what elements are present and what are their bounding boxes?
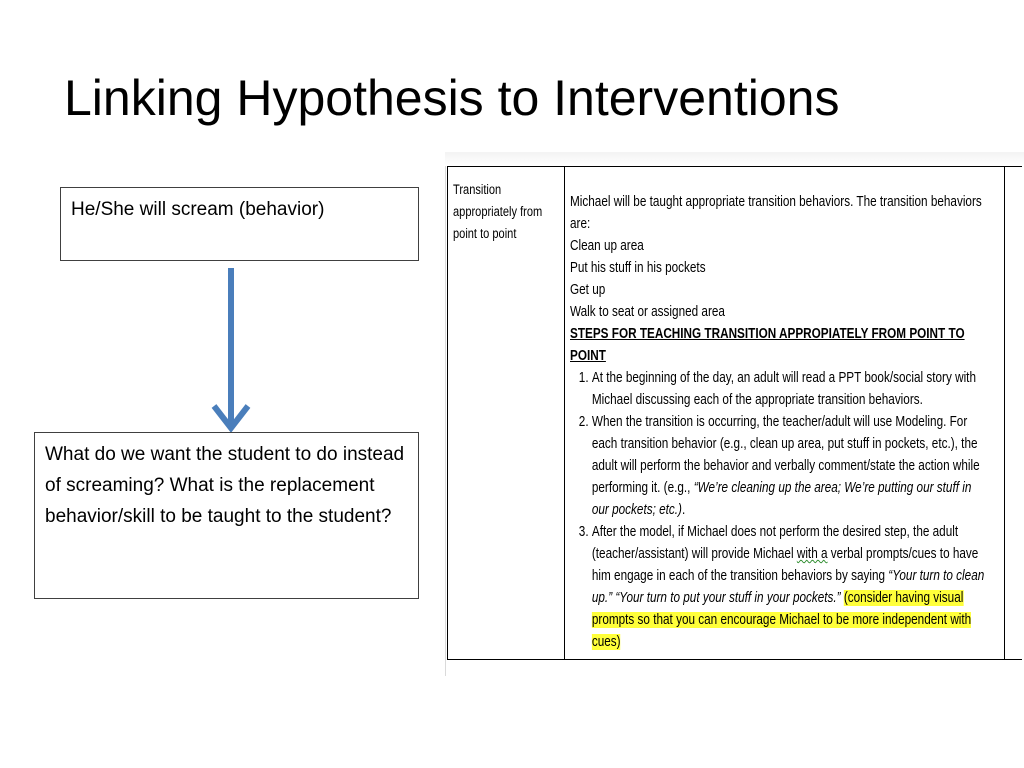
doc-top-shade bbox=[445, 152, 1024, 166]
down-arrow-icon bbox=[208, 266, 254, 436]
doc-step-2 bbox=[592, 411, 991, 521]
slide-title: Linking Hypothesis to Interventions bbox=[64, 70, 840, 126]
doc-step-2-end: . bbox=[681, 502, 686, 518]
doc-behavior-item: Get up bbox=[570, 282, 606, 298]
doc-step-1-text: At the beginning of the day, an adult will read a PPT book/social story with Michael discussing each of the appropriate transition behaviors. bbox=[591, 370, 976, 408]
intervention-document-image bbox=[445, 152, 1024, 680]
doc-table-border-right bbox=[1004, 167, 1005, 659]
doc-step-2-text: When the transition is occurring, the teacher/adult will use Modeling. For each transition behavior (e.g., clean up area, put stuff in pockets, etc.), the adult will perform the behavior and verbally comment/state the action while performing it. (e.g., bbox=[591, 414, 980, 496]
doc-table-divider bbox=[564, 167, 565, 659]
behavior-box-text: He/She will scream (behavior) bbox=[71, 199, 325, 220]
doc-step-3-text: After the model, if Michael does not perform the desired step, the adult (teacher/assistant) will provide Michael bbox=[591, 524, 959, 562]
doc-behavior-item: Clean up area bbox=[570, 238, 644, 254]
doc-left-edge bbox=[445, 166, 446, 676]
doc-intervention-cell bbox=[570, 191, 991, 653]
doc-step-1 bbox=[592, 367, 991, 411]
doc-intro: Michael will be taught appropriate transition behaviors. The transition behaviors are: bbox=[570, 194, 982, 232]
doc-step-3-with: with a bbox=[796, 546, 828, 562]
doc-step-3 bbox=[592, 521, 991, 653]
doc-behavior-item: Put his stuff in his pockets bbox=[570, 260, 706, 276]
doc-table-border-left bbox=[447, 167, 448, 659]
doc-step-3-highlight: (consider having visual prompts so that you can encourage Michael to be more independent with cues) bbox=[591, 590, 972, 650]
doc-behavior-item: Walk to seat or assigned area bbox=[570, 304, 725, 320]
doc-step-3-quote: “Your turn to clean up.” “Your turn to put your stuff in your pockets.” bbox=[591, 568, 985, 606]
replacement-question-box bbox=[34, 432, 419, 599]
doc-behavior-cell: Transition appropriately from point to point bbox=[453, 182, 543, 241]
doc-step-3-text-b: verbal prompts/cues to have him engage in each of the transition behaviors by saying bbox=[591, 546, 979, 584]
replacement-question-text: What do we want the student to do instead of screaming? What is the replacement behavior/skill to be taught to the student? bbox=[45, 444, 405, 527]
behavior-box bbox=[60, 187, 419, 261]
doc-steps-list bbox=[570, 367, 991, 653]
doc-step-2-quote: “We’re cleaning up the area; We’re putting our stuff in our pockets; etc.) bbox=[591, 480, 972, 518]
doc-steps-heading: STEPS FOR TEACHING TRANSITION APPROPIATELY FROM POINT TO POINT bbox=[570, 326, 965, 364]
